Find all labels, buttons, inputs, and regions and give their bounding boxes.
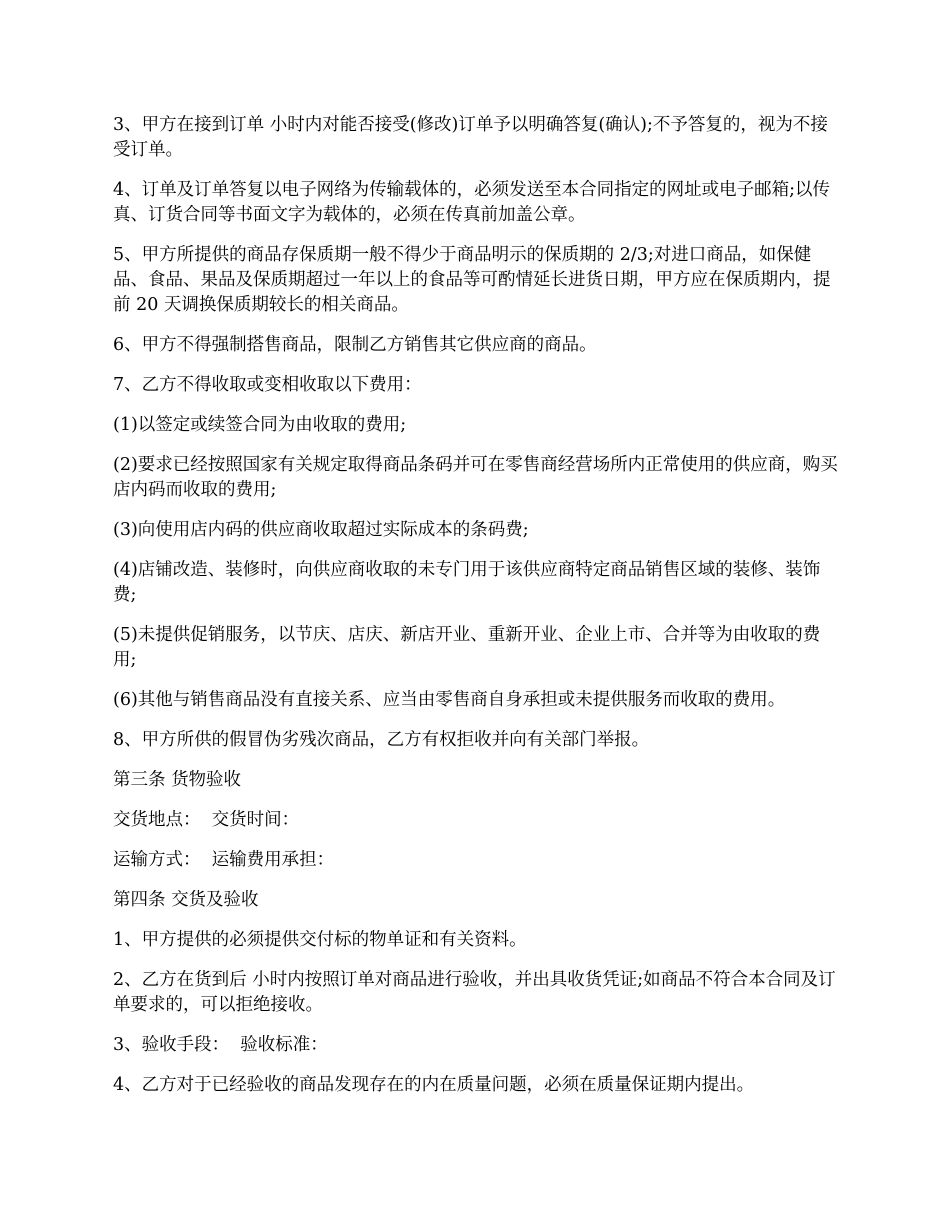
paragraph-electronic-order: 4、订单及订单答复以电子网络为传输载体的，必须发送至本合同指定的网址或电子邮箱;以传真、订货合同等书面文字为载体的，必须在传真前加盖公章。	[113, 180, 831, 225]
paragraph-quality-issues: 4、乙方对于已经验收的商品发现存在的内在质量问题，必须在质量保证期内提出。	[113, 1075, 755, 1095]
paragraph-shelf-life: 5、甲方所提供的商品存保质期一般不得少于商品明示的保质期的 2/3;对进口商品，如保健品、食品、果品及保质期超过一年以上的食品等可酌情延长进货日期，甲方应在保质期内，提前 20 天调换保质期较长的相关商品。	[113, 245, 831, 315]
paragraph-inspection: 2、乙方在货到后 小时内按照订单对商品进行验收，并出具收货凭证;如商品不符合本合同及订单要求的，可以拒绝接收。	[113, 970, 836, 1015]
field-delivery-place-time: 交货地点： 交货时间：	[113, 810, 300, 830]
fee-item-4: (4)店铺改造、装修时，向供应商收取的未专门用于该供应商特定商品销售区域的装修、装饰费;	[113, 560, 821, 605]
paragraph-counterfeit: 8、甲方所供的假冒伪劣残次商品，乙方有权拒收并向有关部门举报。	[113, 730, 650, 750]
paragraph-prohibited-fees: 7、乙方不得收取或变相收取以下费用：	[113, 375, 422, 395]
document-page	[113, 113, 843, 1113]
section-heading-article-4: 第四条 交货及验收	[113, 890, 259, 910]
paragraph-documents: 1、甲方提供的必须提供交付标的物单证和有关资料。	[113, 930, 527, 950]
fee-item-2: (2)要求已经按照国家有关规定取得商品条码并可在零售商经营场所内正常使用的供应商，购买店内码而收取的费用;	[113, 455, 838, 500]
paragraph-no-tying: 6、甲方不得强制搭售商品，限制乙方销售其它供应商的商品。	[113, 335, 597, 355]
fee-item-1: (1)以签定或续签合同为由收取的费用;	[113, 415, 407, 435]
fee-item-6: (6)其他与销售商品没有直接关系、应当由零售商自身承担或未提供服务而收取的费用。	[113, 690, 786, 710]
fee-item-5: (5)未提供促销服务，以节庆、店庆、新店开业、重新开业、企业上市、合并等为由收取的费用;	[113, 625, 821, 670]
field-transport: 运输方式： 运输费用承担：	[113, 850, 335, 870]
section-heading-article-3: 第三条 货物验收	[113, 770, 242, 790]
field-inspection-method: 3、验收手段： 验收标准：	[113, 1035, 328, 1055]
paragraph-order-reply: 3、甲方在接到订单 小时内对能否接受(修改)订单予以明确答复(确认);不予答复的，视为不接受订单。	[113, 115, 828, 160]
fee-item-3: (3)向使用店内码的供应商收取超过实际成本的条码费;	[113, 520, 529, 540]
